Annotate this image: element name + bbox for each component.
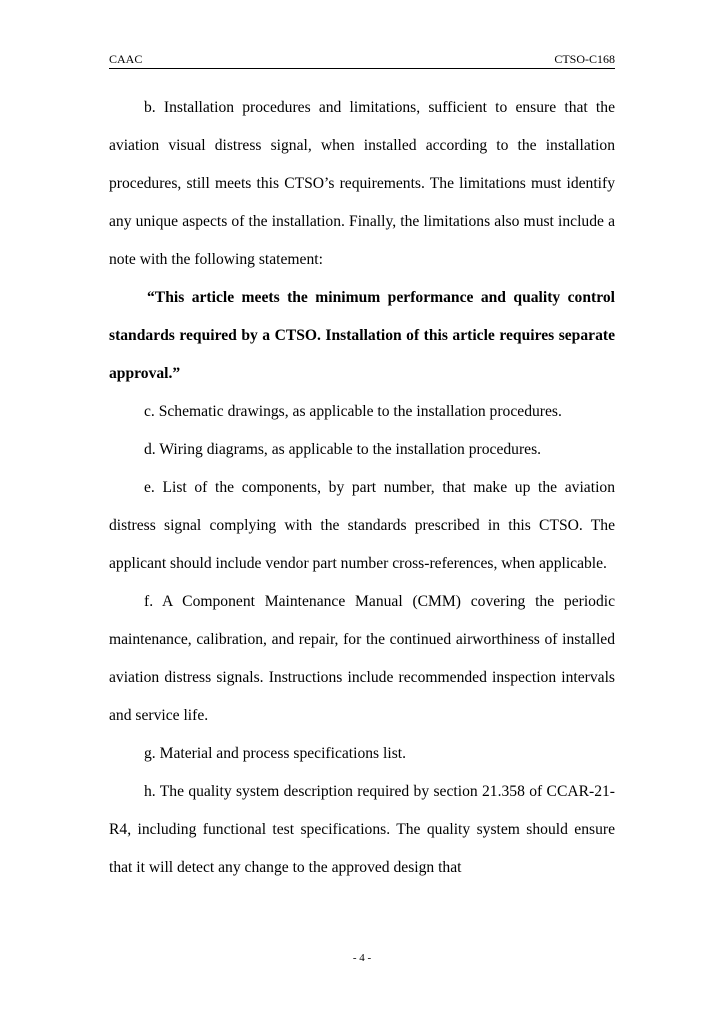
header-org: CAAC	[109, 52, 143, 66]
page-number: - 4 -	[352, 952, 372, 964]
paragraph-g: g. Material and process specifications list.	[144, 745, 406, 762]
page-header	[109, 52, 615, 69]
paragraph-d: d. Wiring diagrams, as applicable to the installation procedures.	[144, 441, 542, 458]
paragraph-c: c. Schematic drawings, as applicable to the installation procedures.	[144, 403, 562, 420]
document-body	[109, 89, 615, 887]
header-doc-id: CTSO-C168	[554, 52, 615, 66]
quoted-statement: “This article meets the minimum performance and quality control standards required by a CTSO. Installation of this article requires separate approval.”	[109, 289, 615, 382]
paragraph-f: f. A Component Maintenance Manual (CMM) covering the periodic maintenance, calibration, and repair, for the continued airworthiness of installed aviation distress signals. Instructions include recommended inspection intervals and service life.	[109, 593, 615, 724]
paragraph-b: b. Installation procedures and limitations, sufficient to ensure that the aviation visual distress signal, when installed according to the installation procedures, still meets this CTSO’s requirements. The limitations must identify any unique aspects of the installation. Finally, the limitations also must include a note with the following statement:	[109, 99, 615, 268]
paragraph-h: h. The quality system description required by section 21.358 of CCAR-21-R4, including functional test specifications. The quality system should ensure that it will detect any change to the approved design that	[109, 783, 615, 876]
paragraph-e: e. List of the components, by part number, that make up the aviation distress signal complying with the standards prescribed in this CTSO. The applicant should include vendor part number cross-references, when applicable.	[109, 479, 615, 572]
